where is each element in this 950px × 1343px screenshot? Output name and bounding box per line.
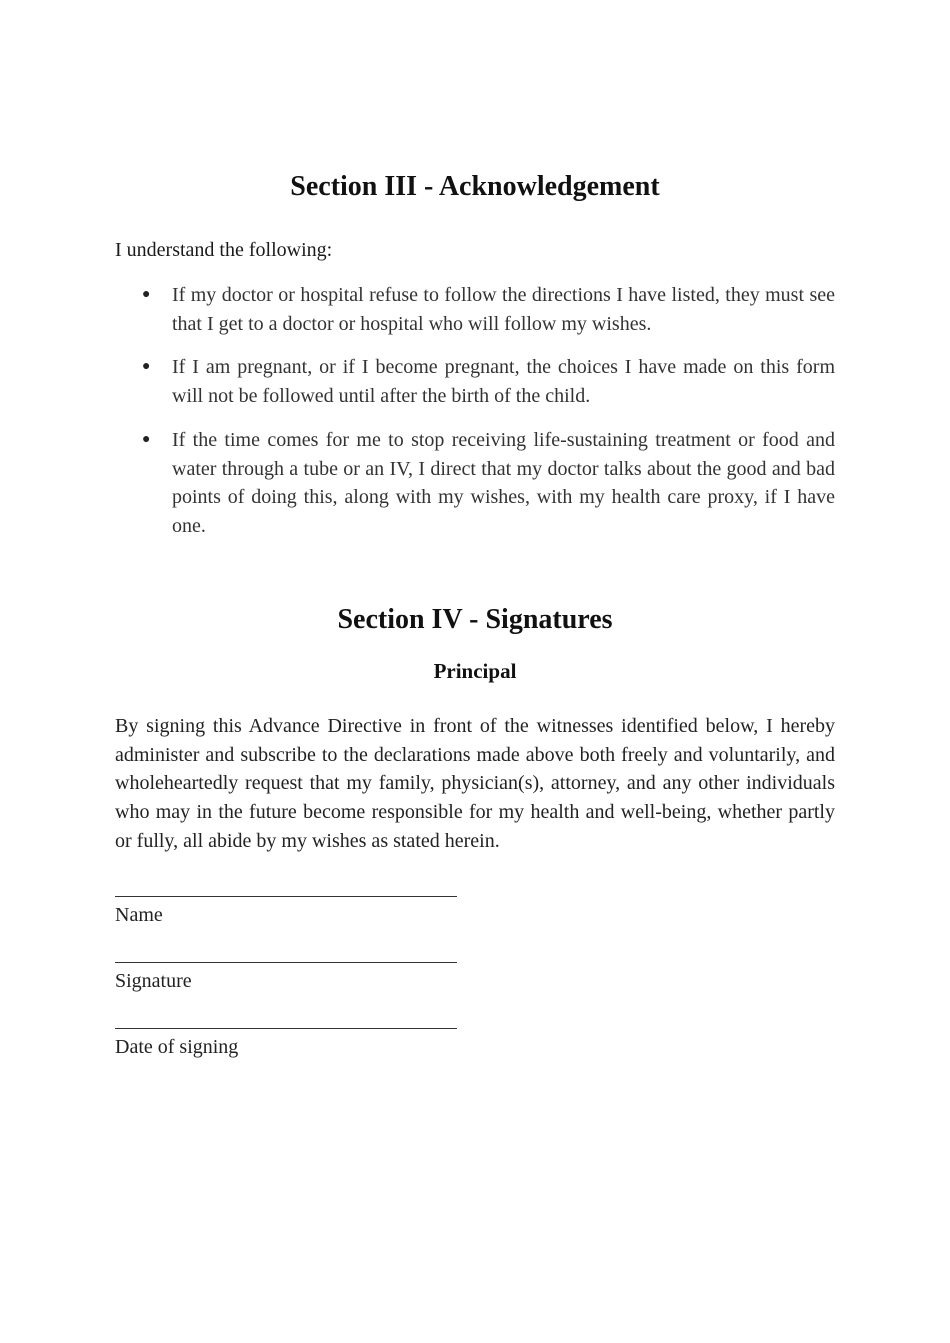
bullet-icon: ● (142, 287, 151, 302)
acknowledgement-intro: I understand the following: (115, 239, 333, 261)
list-item-text: If the time comes for me to stop receiving life-sustaining treatment or food and water through a tube or an IV, I direct that my doctor talks about the good and bad points of doing this, along with my wishes, with my health care proxy, if I have one. (172, 428, 835, 537)
section-3-title: Section III - Acknowledgement (290, 171, 660, 202)
signature-fill-line[interactable] (115, 962, 457, 963)
list-item-text: If my doctor or hospital refuse to follow the directions I have listed, they must see that I get to a doctor or hospital who will follow my wishes. (172, 284, 835, 335)
date-label: Date of signing (115, 1036, 239, 1058)
bullet-icon: ● (142, 431, 151, 447)
list-item (115, 281, 835, 338)
section-4-title: Section IV - Signatures (337, 604, 613, 635)
name-label: Name (115, 904, 163, 926)
declaration-paragraph: By signing this Advance Directive in front of the witnesses identified below, I hereby administer and subscribe to the declarations made above both freely and voluntarily, and wholeheartedly request that my family, physician(s), attorney, and any other individuals who may in the future become responsible for my health and well-being, whether partly or fully, all abide by my wishes as stated herein. (115, 715, 835, 852)
list-item (115, 353, 835, 410)
acknowledgement-list (115, 281, 835, 556)
bullet-icon: ● (142, 359, 151, 375)
list-item-text: If I am pregnant, or if I become pregnant, the choices I have made on this form will not be followed until after the birth of the child. (172, 356, 835, 408)
date-field (115, 1028, 515, 1060)
list-item (115, 426, 835, 541)
name-fill-line[interactable] (115, 896, 457, 897)
date-fill-line[interactable] (115, 1028, 457, 1029)
signature-label: Signature (115, 970, 192, 992)
name-field (115, 896, 515, 928)
signature-field (115, 962, 515, 994)
principal-subtitle: Principal (433, 659, 517, 683)
